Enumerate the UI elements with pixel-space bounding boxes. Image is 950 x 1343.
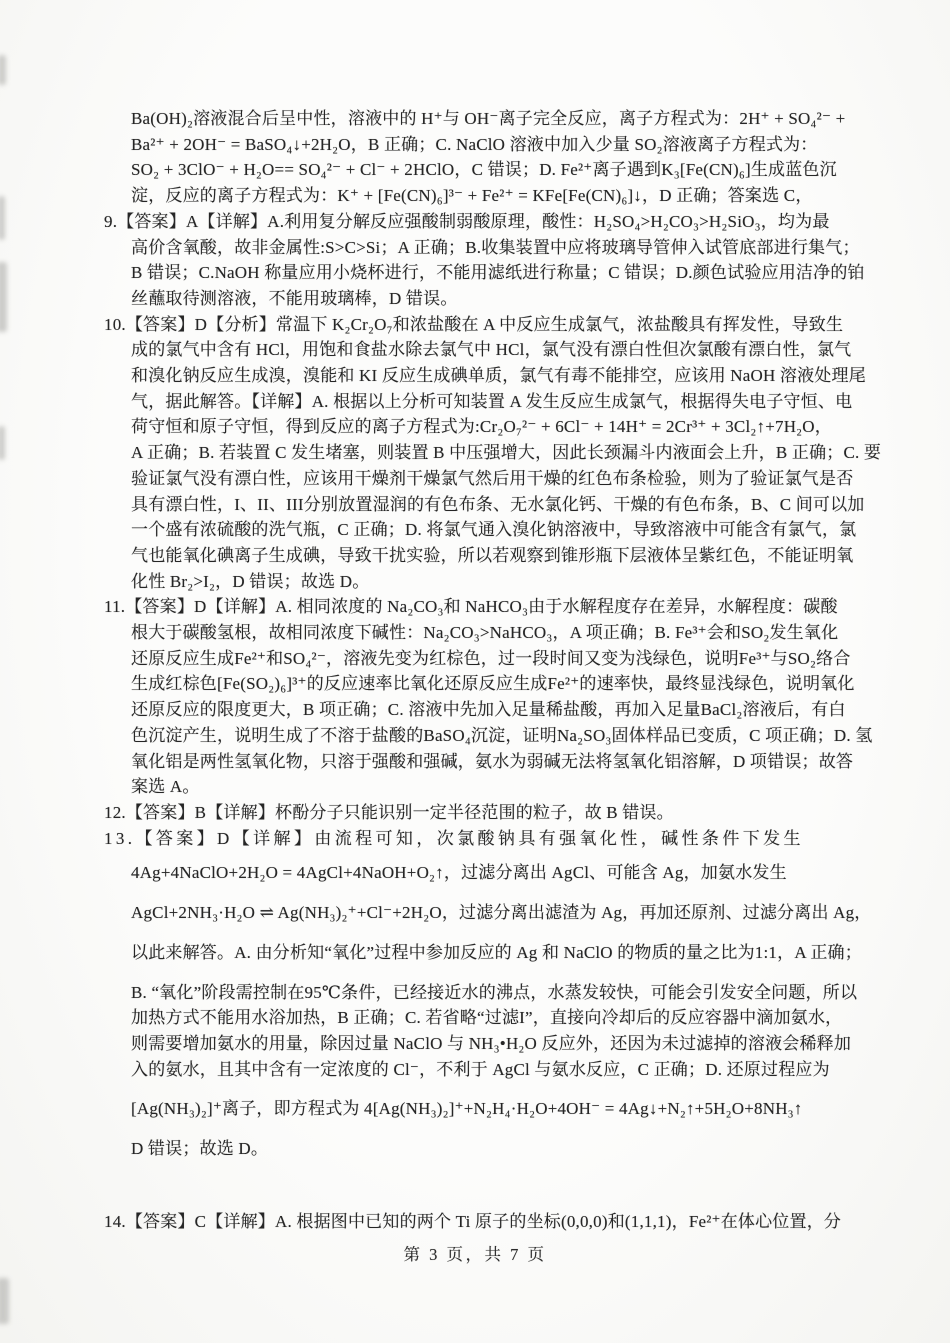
text-line: 一个盛有浓硫酸的洗气瓶，C 正确；D. 将氯气通入溴化钠溶液中，导致溶液中可能含有氯气，氯: [131, 520, 857, 540]
text-line: 加热方式不能用水浴加热，B 正确；C. 若省略“过滤I”，直接向冷却后的反应容器中滴加氨水，: [131, 1008, 843, 1028]
text-line: 还原反应的限度更大，B 项正确；C. 溶液中先加入足量稀盐酸，再加入足量BaCl₂溶液后，有白: [131, 700, 846, 720]
block-answer-10: [104, 312, 882, 595]
text-line: 成的氯气中含有 HCl，用饱和食盐水除去氯气中 HCl，氯气没有漂白性但次氯酸有漂白性，氯气: [131, 340, 852, 360]
text-line: B 错误；C.NaOH 称量应用小烧杯进行，不能用滤纸进行称量；C 错误；D.颜色试验应用洁净的铂: [131, 263, 865, 283]
block-answer-13: [104, 826, 872, 1162]
text-line: 具有漂白性，I、II、III分别放置湿润的有色布条、无水氯化钙、干燥的有色布条，B、C 间可以加: [131, 494, 865, 514]
text-line: 入的氨水，且其中含有一定浓度的 Cl⁻，不利于 AgCl 与氨水反应，C 正确；D. 还原过程应为: [131, 1059, 830, 1079]
text-line: 10.【答案】D【分析】常温下 K₂Cr₂O₇和浓盐酸在 A 中反应生成氯气，浓盐酸具有挥发性，导致生: [104, 314, 844, 334]
text-line: [Ag(NH₃)₂]⁺离子，即方程式为 4[Ag(NH₃)₂]⁺+N₂H₄·H₂O+4OH⁻ = 4Ag↓+N₂↑+5H₂O+8NH₃↑: [131, 1099, 803, 1119]
text-line: Ba(OH)₂溶液混合后呈中性，溶液中的 H⁺与 OH⁻离子完全反应，离子方程式为：2H⁺ + SO₄²⁻ +: [131, 109, 846, 128]
text-line: 生成红棕色[Fe(SO₂)₆]³⁺的反应速率比氧化还原反应生成Fe²⁺的速率快，最终显浅绿色，说明氧化: [131, 674, 855, 694]
scan-artifact: [0, 426, 5, 460]
scan-artifact: [0, 1278, 9, 1324]
text-line: 气也能氧化碘离子生成碘，导致干扰实验，所以若观察到锥形瓶下层液体呈紫红色，不能证明氧: [131, 545, 854, 565]
text-line: 丝蘸取待测溶液，不能用玻璃棒，D 错误。: [131, 288, 458, 308]
text-line: 13.【答案】D【详解】由流程可知，次氯酸钠具有强氧化性，碱性条件下发生: [104, 828, 804, 848]
scan-artifact: [0, 55, 6, 85]
text-line: 9.【答案】A【详解】A.利用复分解反应强酸制弱酸原理，酸性：H₂SO₄>H₂CO₃>H₂SiO₃，均为最: [104, 211, 830, 231]
text-line: D 错误；故选 D。: [131, 1139, 269, 1159]
text-line: 11.【答案】D【详解】A. 相同浓度的 Na₂CO₃和 NaHCO₃由于水解程度存在差异，水解程度：碳酸: [104, 597, 838, 617]
text-line: 化性 Br₂>I₂，D 错误；故选 D。: [131, 571, 370, 591]
text-line: 以此来解答。A. 由分析知“氧化”过程中参加反应的 Ag 和 NaClO 的物质的量之比为1:1，A 正确；: [131, 942, 862, 962]
block-answer-12: [104, 800, 862, 826]
scan-artifact: [0, 196, 5, 240]
scan-artifact: [0, 262, 7, 332]
text-line: SO₂ + 3ClO⁻ + H₂O== SO₄²⁻ + Cl⁻ + 2HClO，C 错误；D. Fe²⁺离子遇到K₃[Fe(CN)₆]生成蓝色沉: [131, 160, 837, 180]
text-line: 高价含氧酸，故非金属性:S>C>Si；A 正确；B.收集装置中应将玻璃导管伸入试管底部进行集气；: [131, 237, 860, 257]
block-answer-9: [104, 209, 865, 312]
text-line: 根大于碳酸氢根，故相同浓度下碱性：Na₂CO₃>NaHCO₃，A 项正确；B. Fe³⁺会和SO₂发生氧化: [131, 623, 839, 643]
text-line: B. “氧化”阶段需控制在95℃条件，已经接近水的沸点，水蒸发较快，可能会引发安全问题，所以: [131, 982, 858, 1002]
answer-key-text: [104, 106, 882, 1234]
text-line: 和溴化钠反应生成溴，溴能和 KI 反应生成碘单质，氯气有毒不能排空，应该用 NaOH 溶液处理尾: [131, 366, 866, 386]
block-answer-11: [104, 594, 873, 800]
text-line: 淀，反应的离子方程式为：K⁺ + [Fe(CN)₆]³⁻ + Fe²⁺ = KFe[Fe(CN)₆]↓，D 正确；答案选 C，: [131, 186, 813, 206]
text-line: 案选 A。: [131, 777, 200, 797]
text-line: 还原反应生成Fe²⁺和SO₄²⁻，溶液先变为红棕色，过一段时间又变为浅绿色，说明Fe³⁺与SO₂络合: [131, 648, 851, 668]
text-line: 荷守恒和原子守恒，得到反应的离子方程式为:Cr₂O₇²⁻ + 6Cl⁻ + 14H⁺ = 2Cr³⁺ + 3Cl₂↑+7H₂O，: [131, 417, 832, 437]
text-line: Ba²⁺ + 2OH⁻ = BaSO₄↓+2H₂O，B 正确；C. NaClO 溶液中加入少量 SO₂溶液离子方程式为：: [131, 134, 818, 154]
text-line: 14.【答案】C【详解】A. 根据图中已知的两个 Ti 原子的坐标(0,0,0)和(1,1,1)，Fe²⁺在体心位置，分: [104, 1211, 842, 1231]
block-question-8-continuation: [104, 106, 862, 209]
page-footer: 第 3 页，共 7 页: [403, 1245, 547, 1264]
text-line: 气，据此解答。【详解】A. 根据以上分析可知装置 A 发生反应生成氯气，根据得失电子守恒、电: [131, 391, 853, 411]
text-line: 12.【答案】B【详解】杯酚分子只能识别一定半径范围的粒子，故 B 错误。: [104, 802, 674, 822]
text-line: AgCl+2NH₃·H₂O ⇌ Ag(NH₃)₂⁺+Cl⁻+2H₂O，过滤分离出滤渣为 Ag，再加还原剂、过滤分离出 Ag，: [131, 903, 872, 923]
block-answer-14: [104, 1209, 862, 1235]
text-line: 验证氯气没有漂白性，应该用干燥剂干燥氯气然后用干燥的红色布条检验，则为了验证氯气是否: [131, 468, 854, 488]
text-line: 则需要增加氨水的用量，除因过量 NaClO 与 NH₃•H₂O 反应外，还因为未过滤掉的溶液会稀释加: [131, 1033, 852, 1053]
text-line: 色沉淀产生，说明生成了不溶于盐酸的BaSO₄沉淀，证明Na₂SO₃固体样品已变质，C 项正确；D. 氢: [131, 725, 873, 745]
text-line: 4Ag+4NaClO+2H₂O = 4AgCl+4NaOH+O₂↑，过滤分离出 AgCl、可能含 Ag，加氨水发生: [131, 863, 787, 883]
text-line: A 正确；B. 若装置 C 发生堵塞，则装置 B 中压强增大，因此长颈漏斗内液面会上升，B 正确；C. 要: [131, 443, 882, 463]
text-line: 氧化铝是两性氢氧化物，只溶于强酸和强碱，氨水为弱碱无法将氢氧化铝溶解，D 项错误；故答: [131, 751, 854, 771]
